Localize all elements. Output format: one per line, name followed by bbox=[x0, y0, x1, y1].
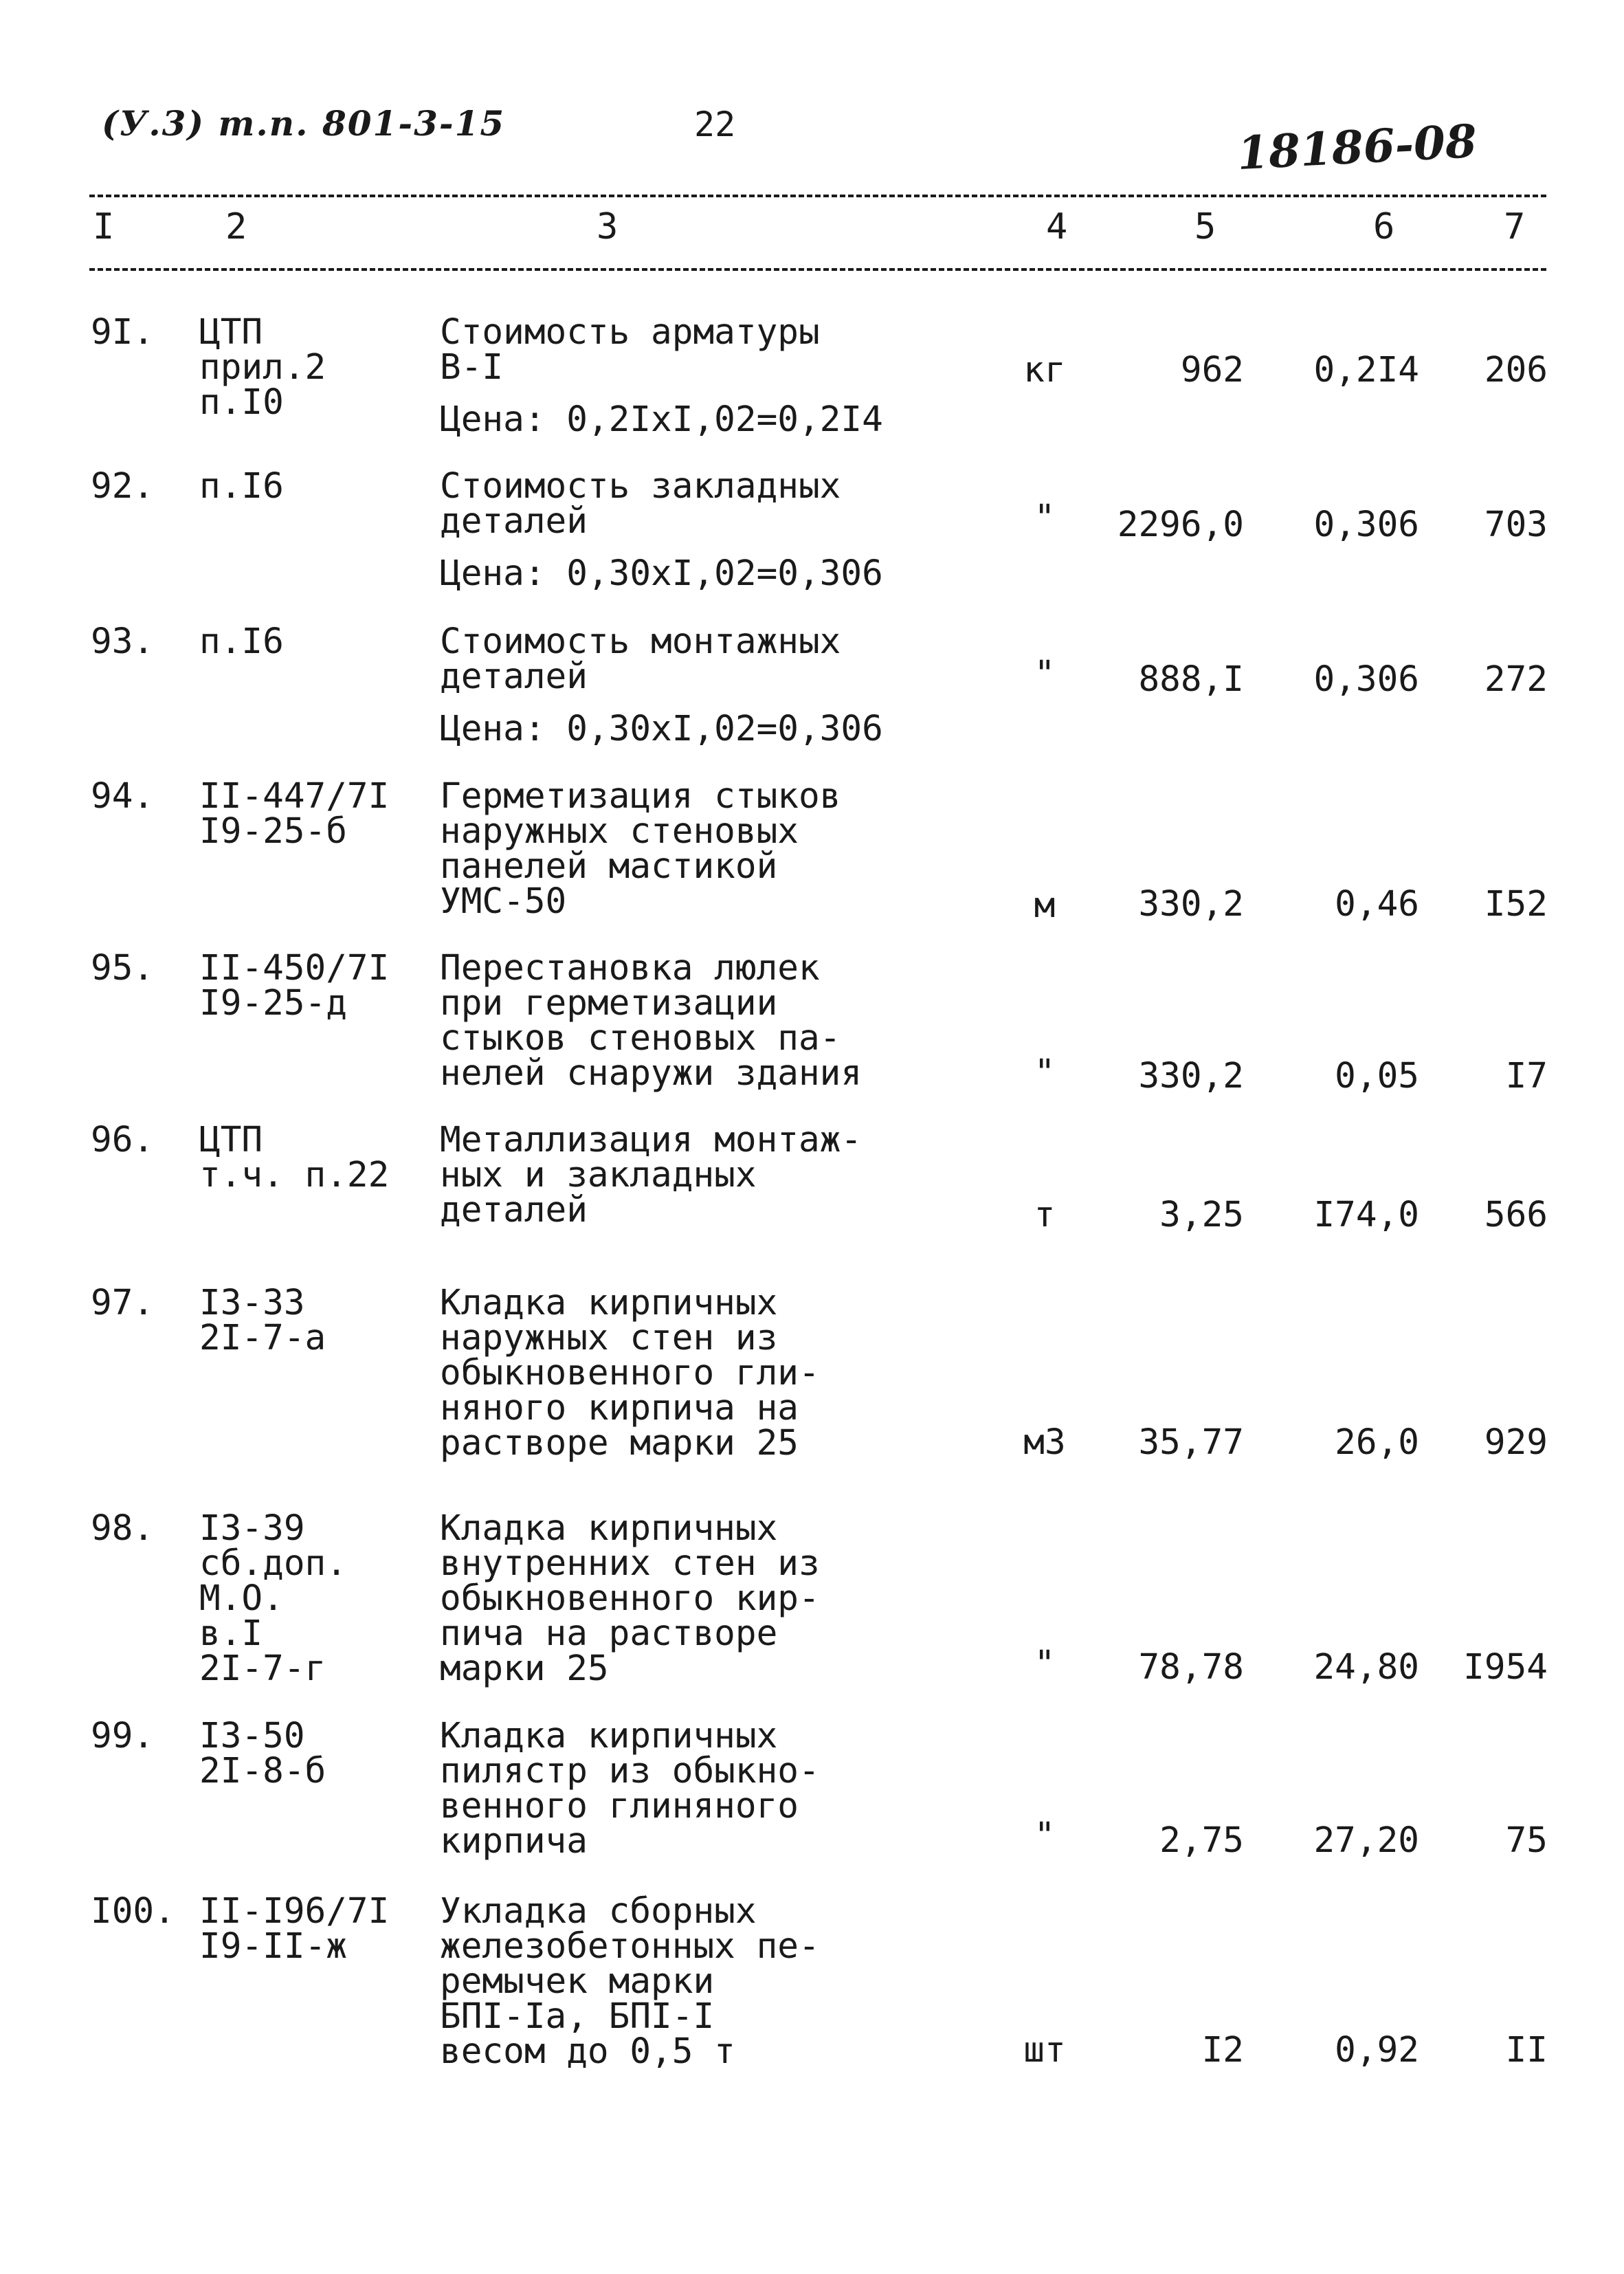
row-total: 703 bbox=[1484, 505, 1548, 545]
row-code: I3-50 2I-8-б bbox=[199, 1716, 326, 1791]
row-quantity: 330,2 bbox=[1138, 1056, 1244, 1096]
table-header-rule bbox=[89, 268, 1546, 271]
row-quantity: 35,77 bbox=[1138, 1422, 1244, 1463]
row-total: 272 bbox=[1484, 659, 1548, 700]
row-unit: шт bbox=[1023, 2030, 1066, 2071]
row-unit: кг bbox=[1023, 350, 1066, 390]
row-total: I52 bbox=[1484, 884, 1548, 925]
row-description: Металлизация монтаж- ных и закладных деталей bbox=[440, 1120, 863, 1230]
row-code: II-I96/7I I9-II-ж bbox=[199, 1891, 390, 1967]
row-code: II-447/7I I9-25-б bbox=[199, 776, 390, 852]
row-unit: " bbox=[1034, 1052, 1056, 1093]
row-number: 93. bbox=[91, 621, 155, 662]
row-unit-cost: 26,0 bbox=[1335, 1422, 1419, 1463]
row-description: Перестановка люлек при герметизации стыков стеновых па- нелей снаружи здания bbox=[440, 948, 863, 1094]
row-unit-cost: 0,05 bbox=[1335, 1056, 1419, 1096]
row-price-note: Цена: 0,2IxI,02=0,2I4 bbox=[440, 399, 883, 440]
row-number: 99. bbox=[91, 1716, 155, 1756]
row-code: ЦТП т.ч. п.22 bbox=[199, 1120, 390, 1195]
row-unit-cost: 0,2I4 bbox=[1313, 350, 1419, 390]
row-total: I954 bbox=[1463, 1647, 1548, 1688]
row-unit: т bbox=[1034, 1195, 1056, 1235]
row-unit: " bbox=[1034, 498, 1056, 538]
row-quantity: I2 bbox=[1201, 2030, 1244, 2071]
row-code: п.I6 bbox=[199, 621, 284, 662]
column-header-7: 7 bbox=[1504, 206, 1526, 247]
row-code: II-450/7I I9-25-д bbox=[199, 948, 390, 1024]
row-quantity: 2296,0 bbox=[1117, 505, 1244, 545]
page-number: 22 bbox=[694, 104, 736, 144]
row-quantity: 888,I bbox=[1138, 659, 1244, 700]
row-code: ЦТП прил.2 п.I0 bbox=[199, 312, 326, 423]
row-description: Кладка кирпичных пилястр из обыкно- венного глиняного кирпича bbox=[440, 1716, 820, 1862]
row-quantity: 962 bbox=[1180, 350, 1244, 390]
column-header-6: 6 bbox=[1373, 206, 1395, 247]
row-number: 95. bbox=[91, 948, 155, 989]
row-number: 96. bbox=[91, 1120, 155, 1160]
document-reference: (У.3) т.п. 801-3-15 bbox=[102, 103, 506, 144]
row-unit: " bbox=[1034, 1644, 1056, 1684]
row-description: Стоимость монтажных деталей bbox=[440, 621, 841, 697]
row-total: 929 bbox=[1484, 1422, 1548, 1463]
row-code: I3-33 2I-7-а bbox=[199, 1283, 326, 1358]
row-description: Стоимость арматуры В-I bbox=[440, 312, 820, 388]
row-description: Кладка кирпичных внутренних стен из обыкновенного кир- пича на растворе марки 25 bbox=[440, 1508, 820, 1689]
row-unit: " bbox=[1034, 654, 1056, 694]
row-unit-cost: 0,306 bbox=[1313, 659, 1419, 700]
column-header-5: 5 bbox=[1194, 206, 1216, 247]
row-total: 206 bbox=[1484, 350, 1548, 390]
row-quantity: 78,78 bbox=[1138, 1647, 1244, 1688]
row-code: I3-39 сб.доп. М.О. в.I 2I-7-г bbox=[199, 1508, 347, 1689]
row-number: 97. bbox=[91, 1283, 155, 1323]
row-description: Кладка кирпичных наружных стен из обыкновенного гли- няного кирпича на растворе марки 25 bbox=[440, 1283, 820, 1464]
row-total: 566 bbox=[1484, 1195, 1548, 1235]
row-quantity: 3,25 bbox=[1159, 1195, 1244, 1235]
column-header-4: 4 bbox=[1046, 206, 1068, 247]
column-header-3: 3 bbox=[597, 206, 619, 247]
row-number: I00. bbox=[91, 1891, 175, 1932]
column-header-2: 2 bbox=[225, 206, 247, 247]
row-quantity: 2,75 bbox=[1159, 1820, 1244, 1861]
row-description: Герметизация стыков наружных стеновых панелей мастикой УМС-50 bbox=[440, 776, 841, 922]
row-unit-cost: 24,80 bbox=[1313, 1647, 1419, 1688]
row-price-note: Цена: 0,30xI,02=0,306 bbox=[440, 709, 883, 749]
row-description: Укладка сборных железобетонных пе- ремычек марки БПI-Iа, БПI-I весом до 0,5 т bbox=[440, 1891, 820, 2072]
row-unit: " bbox=[1034, 1815, 1056, 1856]
row-number: 98. bbox=[91, 1508, 155, 1549]
document-code: 18186-08 bbox=[1236, 113, 1478, 181]
row-number: 92. bbox=[91, 466, 155, 507]
row-total: 75 bbox=[1505, 1820, 1548, 1861]
row-price-note: Цена: 0,30xI,02=0,306 bbox=[440, 553, 883, 594]
row-quantity: 330,2 bbox=[1138, 884, 1244, 925]
row-description: Стоимость закладных деталей bbox=[440, 466, 841, 542]
row-number: 94. bbox=[91, 776, 155, 817]
row-code: п.I6 bbox=[199, 466, 284, 507]
row-total: II bbox=[1505, 2030, 1548, 2071]
row-unit-cost: I74,0 bbox=[1313, 1195, 1419, 1235]
row-unit-cost: 27,20 bbox=[1313, 1820, 1419, 1861]
column-header-1: I bbox=[93, 206, 115, 247]
row-unit: м bbox=[1034, 885, 1056, 926]
row-unit: м3 bbox=[1023, 1422, 1066, 1463]
row-total: I7 bbox=[1505, 1056, 1548, 1096]
row-unit-cost: 0,92 bbox=[1335, 2030, 1419, 2071]
row-number: 9I. bbox=[91, 312, 155, 353]
row-unit-cost: 0,46 bbox=[1335, 884, 1419, 925]
table-top-rule bbox=[89, 195, 1546, 197]
row-unit-cost: 0,306 bbox=[1313, 505, 1419, 545]
